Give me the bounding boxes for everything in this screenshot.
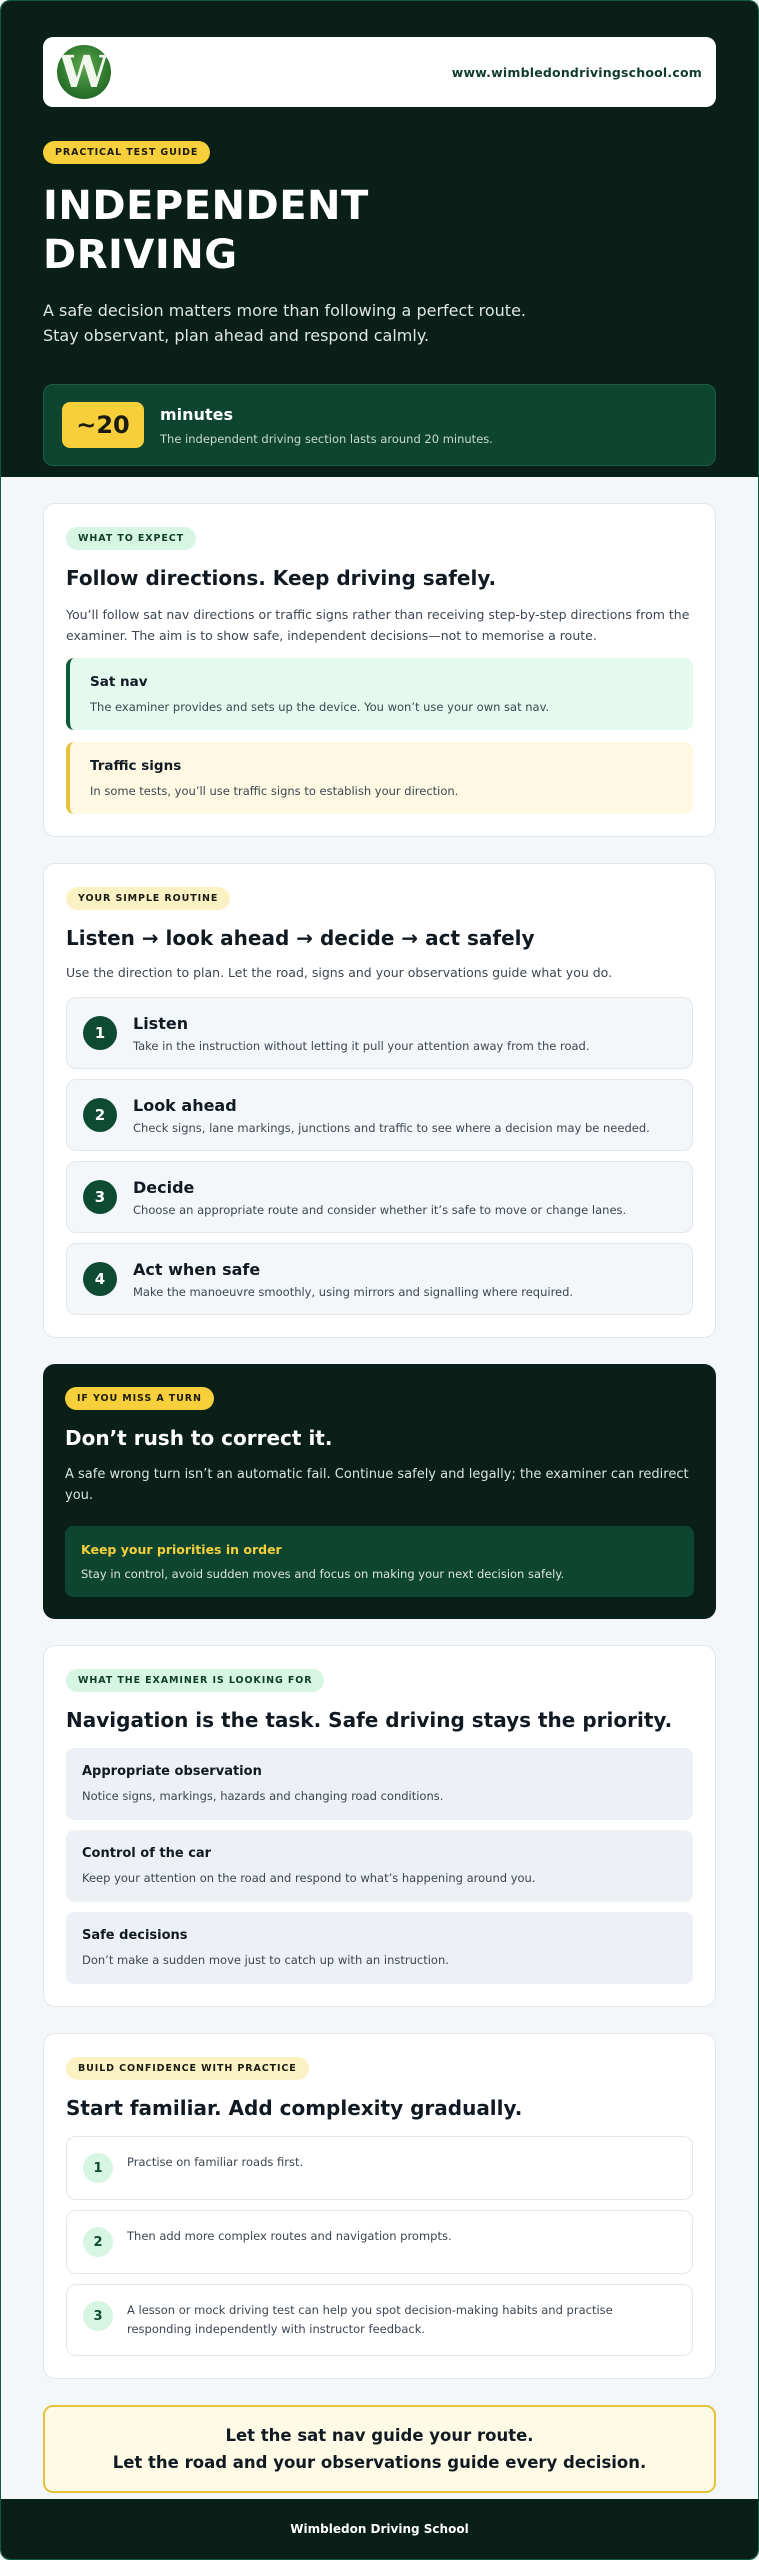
duration-label: minutes xyxy=(160,404,233,424)
footer xyxy=(1,2499,758,2559)
step-title: Decide xyxy=(133,1177,195,1197)
routine-step xyxy=(66,1079,693,1151)
closing-banner xyxy=(43,2405,716,2493)
routine-title: Listen → look ahead → decide → act safely xyxy=(66,926,535,950)
callout-text: The examiner provides and sets up the device. You won’t use your own sat nav. xyxy=(90,700,550,714)
routine-card xyxy=(43,863,716,1338)
practice-number: 2 xyxy=(83,2227,113,2257)
duration-stat xyxy=(43,384,716,466)
routine-text: Use the direction to plan. Let the road, signs and your observations guide what you do. xyxy=(66,965,613,980)
practice-item xyxy=(66,2284,693,2356)
practice-text: Practise on familiar roads first. xyxy=(127,2155,304,2169)
missed-turn-card xyxy=(43,1364,716,1619)
examiner-item-text: Keep your attention on the road and respond to what’s happening around you. xyxy=(82,1871,536,1885)
guide-tag: PRACTICAL TEST GUIDE xyxy=(43,141,210,164)
site-url-link[interactable]: www.wimbledondrivingschool.com xyxy=(451,64,702,80)
examiner-item xyxy=(66,1912,693,1984)
practice-text: A lesson or mock driving test can help you spot decision-making habits and practise responding independently with instructor feedback. xyxy=(127,2303,613,2336)
step-number: 3 xyxy=(83,1180,117,1214)
examiner-card xyxy=(43,1645,716,2007)
main-content xyxy=(1,503,758,2493)
sat-nav-callout xyxy=(66,658,693,730)
missed-turn-title: Don’t rush to correct it. xyxy=(65,1426,333,1450)
priorities-text: Stay in control, avoid sudden moves and focus on making your next decision safely. xyxy=(81,1567,565,1581)
step-number: 1 xyxy=(83,1016,117,1050)
routine-step xyxy=(66,1161,693,1233)
step-desc: Take in the instruction without letting it pull your attention away from the road. xyxy=(133,1038,590,1053)
examiner-item-text: Don’t make a sudden move just to catch up with an instruction. xyxy=(82,1953,449,1967)
examiner-item xyxy=(66,1748,693,1820)
routine-step xyxy=(66,1243,693,1315)
practice-title: Start familiar. Add complexity gradually. xyxy=(66,2096,523,2120)
missed-turn-text: A safe wrong turn isn’t an automatic fail. Continue safely and legally; the examiner can redirect you. xyxy=(65,1467,689,1503)
routine-tag: YOUR SIMPLE ROUTINE xyxy=(66,887,230,910)
expect-card xyxy=(43,503,716,837)
step-number: 2 xyxy=(83,1098,117,1132)
examiner-item-title: Safe decisions xyxy=(82,1928,188,1943)
practice-number: 1 xyxy=(83,2153,113,2183)
practice-number: 3 xyxy=(83,2301,113,2331)
examiner-item-text: Notice signs, markings, hazards and changing road conditions. xyxy=(82,1789,444,1803)
priorities-box xyxy=(65,1526,694,1597)
closing-line-1: Let the sat nav guide your route. xyxy=(225,2426,534,2445)
callout-text: In some tests, you’ll use traffic signs to establish your direction. xyxy=(90,784,459,798)
practice-card xyxy=(43,2033,716,2379)
examiner-item-title: Appropriate observation xyxy=(82,1764,262,1779)
school-logo-icon[interactable]: W xyxy=(57,45,111,99)
callout-title: Sat nav xyxy=(90,674,148,690)
examiner-tag: WHAT THE EXAMINER IS LOOKING FOR xyxy=(66,1669,324,1692)
practice-item xyxy=(66,2210,693,2274)
practice-text: Then add more complex routes and navigation prompts. xyxy=(127,2229,452,2243)
page-subtitle: A safe decision matters more than following a perfect route. Stay observant, plan ahead and respond calmly. xyxy=(43,301,527,345)
step-desc: Check signs, lane markings, junctions and traffic to see where a decision may be needed. xyxy=(133,1120,650,1135)
examiner-item-title: Control of the car xyxy=(82,1846,212,1861)
brand-bar xyxy=(43,37,716,107)
priorities-title: Keep your priorities in order xyxy=(81,1542,282,1557)
footer-text: Wimbledon Driving School xyxy=(290,2522,469,2536)
practice-tag: BUILD CONFIDENCE WITH PRACTICE xyxy=(66,2057,309,2080)
practice-item xyxy=(66,2136,693,2200)
callout-title: Traffic signs xyxy=(90,758,182,774)
step-desc: Make the manoeuvre smoothly, using mirrors and signalling where required. xyxy=(133,1284,574,1299)
step-number: 4 xyxy=(83,1262,117,1296)
step-title: Act when safe xyxy=(133,1259,261,1279)
expect-title: Follow directions. Keep driving safely. xyxy=(66,566,497,590)
closing-line-2: Let the road and your observations guide every decision. xyxy=(112,2453,647,2472)
step-desc: Choose an appropriate route and consider whether it’s safe to move or change lanes. xyxy=(133,1202,627,1217)
traffic-signs-callout xyxy=(66,742,693,814)
duration-desc: The independent driving section lasts around 20 minutes. xyxy=(160,431,493,446)
step-title: Look ahead xyxy=(133,1095,237,1115)
page-title: INDEPENDENT DRIVING xyxy=(43,183,369,278)
expect-text: You’ll follow sat nav directions or traffic signs rather than receiving step-by-step directions from the examiner. The aim is to show safe, independent decisions—not to memorise a route. xyxy=(66,607,690,643)
hero-section xyxy=(1,1,758,477)
examiner-title: Navigation is the task. Safe driving stays the priority. xyxy=(66,1708,673,1732)
routine-step xyxy=(66,997,693,1069)
step-title: Listen xyxy=(133,1013,189,1033)
expect-tag: WHAT TO EXPECT xyxy=(66,527,196,550)
missed-turn-tag: IF YOU MISS A TURN xyxy=(65,1387,214,1410)
examiner-item xyxy=(66,1830,693,1902)
duration-value: ~20 xyxy=(62,402,144,448)
